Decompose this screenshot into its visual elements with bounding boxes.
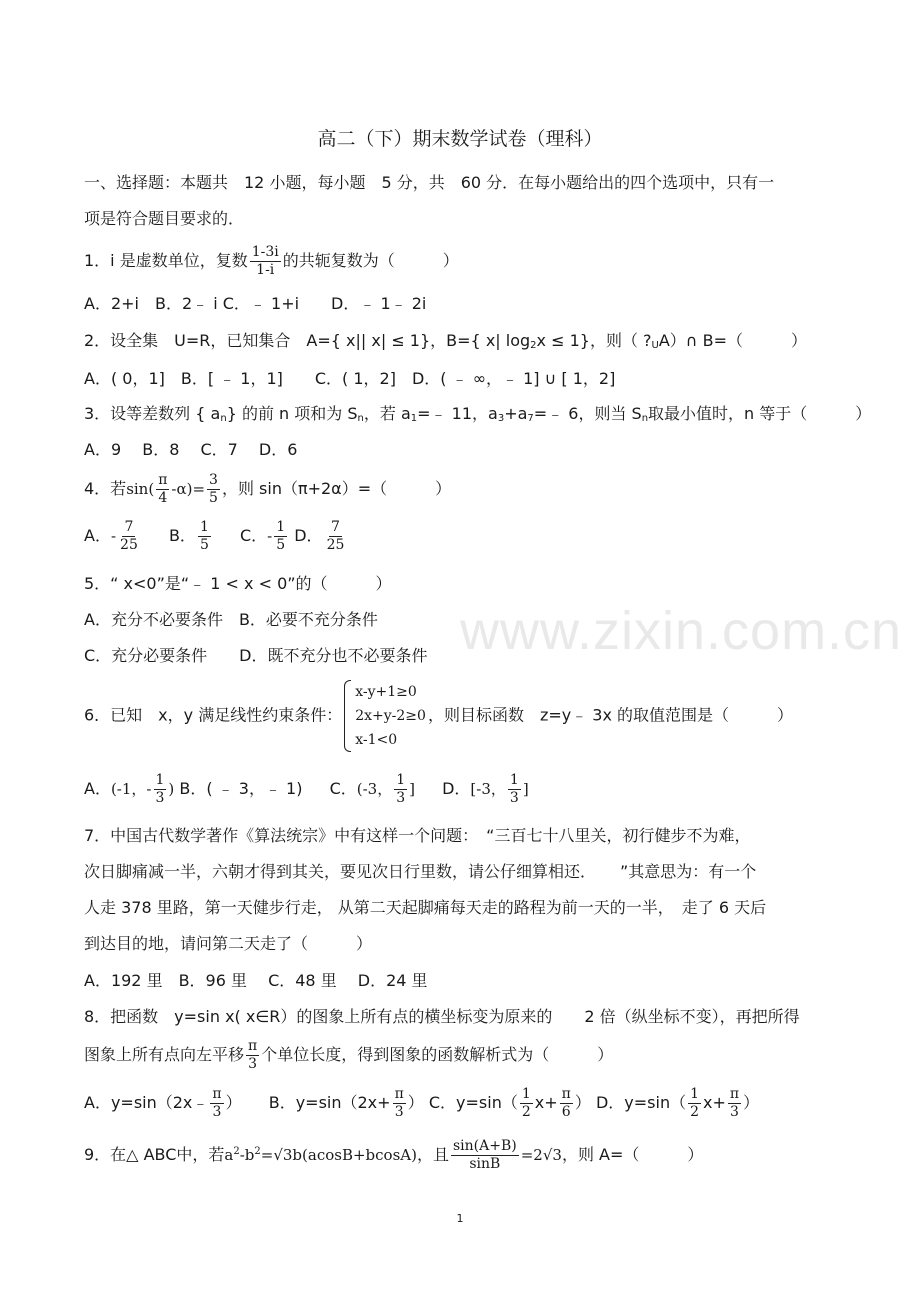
q9-eq-rhs: =√3b(acosB+bcosA) — [260, 1146, 417, 1164]
q4-pi-num: π — [158, 472, 168, 488]
q8-option-c-post: ） — [574, 1093, 591, 1112]
q8-a-frac — [210, 1086, 223, 1121]
q4-sin-pre: sin( — [126, 480, 155, 498]
q6-constraint-system — [344, 680, 426, 752]
q8-c-n1: 1 — [521, 1086, 531, 1102]
q8-l2-post: 个单位长度，得到图象的函数解析式为（ ） — [261, 1045, 614, 1064]
question-7-line3: 人走 378 里路，第一天健步行走， 从第二天起脚痛每天走的路程为前一天的一半， 走了 6 天后 — [84, 898, 767, 917]
q8-c-d2: 6 — [561, 1104, 571, 1120]
q7-options: A．192 里 B．96 里 C．48 里 D．24 里 — [84, 971, 428, 990]
q8-option-b-pre: B．y=sin（2x+ — [268, 1093, 391, 1112]
q8-d-frac2 — [728, 1086, 741, 1121]
section-heading-line2: 项是符合题目要求的． — [84, 209, 245, 228]
q4-option-c-label: C． — [239, 526, 268, 545]
q2-text2: x ≤ 1}，则（ ? — [536, 331, 652, 350]
q9-frac-den: sinB — [469, 1156, 501, 1172]
q8-option-c-pre: C．y=sin（ — [428, 1093, 518, 1112]
q6-option-b: B．( ﹣ 3，﹣ 1) — [179, 779, 303, 798]
q6-a-frac — [154, 772, 167, 807]
question-3 — [84, 401, 871, 424]
q5-options-2: C．充分必要条件 D．既不充分也不必要条件 — [84, 646, 428, 665]
q6-constraint-2: 2x+y-2≥0 — [355, 708, 426, 724]
q4-b-den: 5 — [199, 537, 209, 553]
q4-post: ，则 sin（π+2α）=（ ） — [221, 479, 452, 498]
question-7-line4: 到达目的地，请问第二天走了（ ） — [84, 934, 373, 953]
q8-option-a-post: ） — [225, 1093, 242, 1112]
q6-d-right: ] — [522, 780, 529, 798]
q9-sq-2: 2 — [254, 1146, 261, 1157]
q9-pre: 9．在△ ABC中，若 — [84, 1145, 225, 1164]
q6-a-num: 1 — [155, 772, 165, 788]
q4-option-b-frac — [198, 519, 211, 554]
q2-text: 2．设全集 U=R，已知集合 A={ x|| x| ≤ 1}，B={ x| log — [84, 331, 531, 350]
page-number: 1 — [456, 1212, 464, 1225]
q4-d-num: 7 — [331, 519, 340, 535]
q3-s2: n — [357, 413, 364, 424]
question-5: 5．“ x<0”是“﹣ 1 < x < 0”的（ ） — [84, 574, 392, 593]
q4-option-a-frac — [118, 519, 140, 554]
question-7-line1: 7．中国古代数学著作《算法统宗》中有这样一个问题： “三百七十八里关，初行健步不为难， — [84, 826, 751, 845]
watermark: www.zixin.com.cn — [460, 601, 903, 661]
q9-mid: ，且 — [416, 1145, 449, 1164]
q8-d-mid: x+ — [703, 1093, 726, 1112]
q9-post: ，则 A=（ ） — [561, 1145, 704, 1164]
q4-option-d-frac — [325, 519, 347, 554]
q4-a-num: 7 — [124, 519, 134, 535]
q8-a-den: 3 — [212, 1104, 222, 1120]
q8-b-frac — [393, 1086, 406, 1121]
q3-t1: 3．设等差数列 { a — [84, 404, 221, 423]
q8-option-d-post: ） — [743, 1093, 760, 1112]
q6-c-den: 3 — [396, 790, 406, 806]
q8-shift-den: 3 — [248, 1056, 258, 1072]
q6-c-num: 1 — [396, 772, 406, 788]
q1-fraction — [250, 244, 281, 279]
q9-frac-num: sin(A+B) — [453, 1138, 517, 1154]
q8-options — [84, 1086, 759, 1121]
q3-s1: n — [220, 413, 227, 424]
q8-option-d-pre: D．y=sin（ — [595, 1093, 687, 1112]
page-title: 高二（下）期末数学试卷（理科） — [317, 128, 603, 150]
q6-d-frac — [508, 772, 521, 807]
q6-d-left: [-3， — [470, 780, 506, 798]
q4-rhs-frac — [207, 472, 220, 507]
q6-option-d-label: D． — [442, 779, 471, 798]
q3-s5: 7 — [527, 413, 534, 424]
q6-d-den: 3 — [509, 790, 519, 806]
question-6 — [84, 680, 793, 752]
q8-c-n2: π — [561, 1086, 571, 1102]
q3-options: A．9 B．8 C．7 D．6 — [84, 440, 298, 459]
q4-option-a-label: A． — [84, 526, 111, 545]
q6-a-den: 3 — [155, 790, 165, 806]
q8-d-d2: 3 — [730, 1104, 739, 1120]
q9-eq-value: =2√3 — [520, 1146, 562, 1164]
q3-t3: ，若 a — [363, 404, 411, 423]
q9-eq-b: -b — [239, 1146, 255, 1164]
q6-brace — [344, 680, 351, 752]
q6-c-left: (-3， — [356, 780, 393, 798]
q1-frac-num: 1-3i — [251, 244, 279, 260]
q4-option-a-sign: - — [110, 527, 117, 545]
q5-options-1: A．充分不必要条件 B．必要不充分条件 — [84, 610, 378, 629]
q3-s4: 3 — [497, 413, 505, 424]
q4-d-den: 25 — [326, 537, 345, 553]
q3-t7: 取最小值时，n 等于（ ） — [648, 404, 872, 423]
q8-d-frac1 — [688, 1086, 701, 1121]
q8-option-a-pre: A．y=sin（2x﹣ — [84, 1093, 209, 1112]
q8-b-num: π — [394, 1086, 404, 1102]
q8-c-mid: x+ — [534, 1093, 558, 1112]
q1-text: 1．i 是虚数单位，复数 — [84, 251, 248, 270]
q3-t5: +a — [504, 404, 528, 423]
q4-option-d-label: D． — [294, 526, 323, 545]
q4-pre: 4．若 — [84, 479, 127, 498]
q6-d-num: 1 — [509, 772, 519, 788]
q8-d-d1: 2 — [690, 1104, 700, 1120]
q3-s3: 1 — [410, 413, 418, 424]
q3-t6: =﹣ 6，则当 S — [533, 404, 642, 423]
q1-text-post: 的共轭复数为（ ） — [282, 251, 459, 270]
q3-s6: n — [641, 413, 649, 424]
q4-c-num: 1 — [276, 519, 286, 535]
question-9 — [84, 1138, 703, 1173]
q6-option-c-label: C． — [329, 779, 357, 798]
q6-pre: 6．已知 x，y 满足线性约束条件： — [84, 705, 343, 725]
q4-options — [84, 519, 348, 554]
q8-c-d1: 2 — [521, 1104, 531, 1120]
q9-equation — [224, 1146, 417, 1164]
q4-a-den: 25 — [120, 537, 138, 553]
q9-sq-1: 2 — [233, 1146, 240, 1157]
q6-constraint-1: x-y+1≥0 — [355, 684, 417, 700]
q6-options — [84, 772, 529, 807]
q4-c-den: 5 — [276, 537, 286, 553]
q3-t4: =﹣ 11，a — [417, 404, 498, 423]
q8-b-den: 3 — [394, 1104, 404, 1120]
question-1 — [84, 244, 459, 279]
question-2 — [84, 328, 807, 351]
q4-option-c-sign: - — [267, 527, 273, 545]
q8-l2-pre: 图象上所有点向左平移 — [84, 1045, 245, 1064]
q4-sin-mid: -α)= — [171, 480, 206, 498]
question-4 — [84, 472, 451, 507]
q8-shift-frac — [246, 1038, 259, 1073]
q8-d-n2: π — [729, 1086, 740, 1102]
question-7-line2: 次日脚痛减一半，六朝才得到其关，要见次日行里数，请公仔细算相还． ”其意思为：有一个 — [84, 862, 757, 881]
q6-a-left: (-1，- — [110, 780, 152, 798]
question-8-line2 — [84, 1038, 613, 1073]
q6-option-a-label: A． — [84, 779, 111, 798]
q8-option-b-post: ） — [407, 1093, 424, 1112]
q6-post: ，则目标函数 z=y﹣ 3x 的取值范围是（ ） — [427, 705, 794, 725]
q6-c-frac — [394, 772, 407, 807]
q8-d-n1: 1 — [690, 1086, 700, 1102]
q6-constraint-3: x-1<0 — [355, 732, 398, 748]
q4-option-c-frac — [274, 519, 287, 554]
q8-c-frac1 — [520, 1086, 533, 1121]
q4-rhs-num: 3 — [209, 472, 218, 488]
q9-eq-a: a — [224, 1146, 234, 1164]
q8-a-num: π — [212, 1086, 222, 1102]
q2-text3: A）∩ B=（ ） — [658, 331, 807, 350]
q6-a-right: ) — [168, 780, 175, 798]
q4-rhs-den: 5 — [209, 490, 218, 506]
q8-shift-num: π — [248, 1038, 258, 1054]
section-heading-line1: 一、选择题：本题共 12 小题，每小题 5 分，共 60 分．在每小题给出的四个选项中，只有一 — [84, 173, 775, 192]
q2-options: A．( 0，1] B．[ ﹣ 1，1] C．( 1，2] D．( ﹣ ∞，﹣ 1] ∪ [ 1，2] — [84, 369, 616, 388]
question-8-line1: 8．把函数 y=sin x( x∈R）的图象上所有点的横坐标变为原来的 2 倍（纵坐标不变），再把所得 — [84, 1007, 800, 1026]
q1-options: A．2+i B．2﹣ i C．﹣ 1+i D．﹣ 1﹣ 2i — [84, 294, 427, 313]
q9-frac — [451, 1138, 519, 1173]
q8-c-frac2 — [560, 1086, 573, 1121]
q4-b-num: 1 — [199, 519, 209, 535]
q2-sub2: U — [651, 340, 659, 351]
q4-option-b-label: B． — [168, 526, 196, 545]
q6-c-right: ] — [409, 780, 415, 798]
q1-frac-den: 1-i — [256, 262, 275, 278]
q3-t2: } 的前 n 项和为 S — [226, 404, 358, 423]
q2-sub: 2 — [530, 340, 537, 351]
q4-pi-frac — [156, 472, 169, 507]
q4-pi-den: 4 — [158, 490, 168, 506]
